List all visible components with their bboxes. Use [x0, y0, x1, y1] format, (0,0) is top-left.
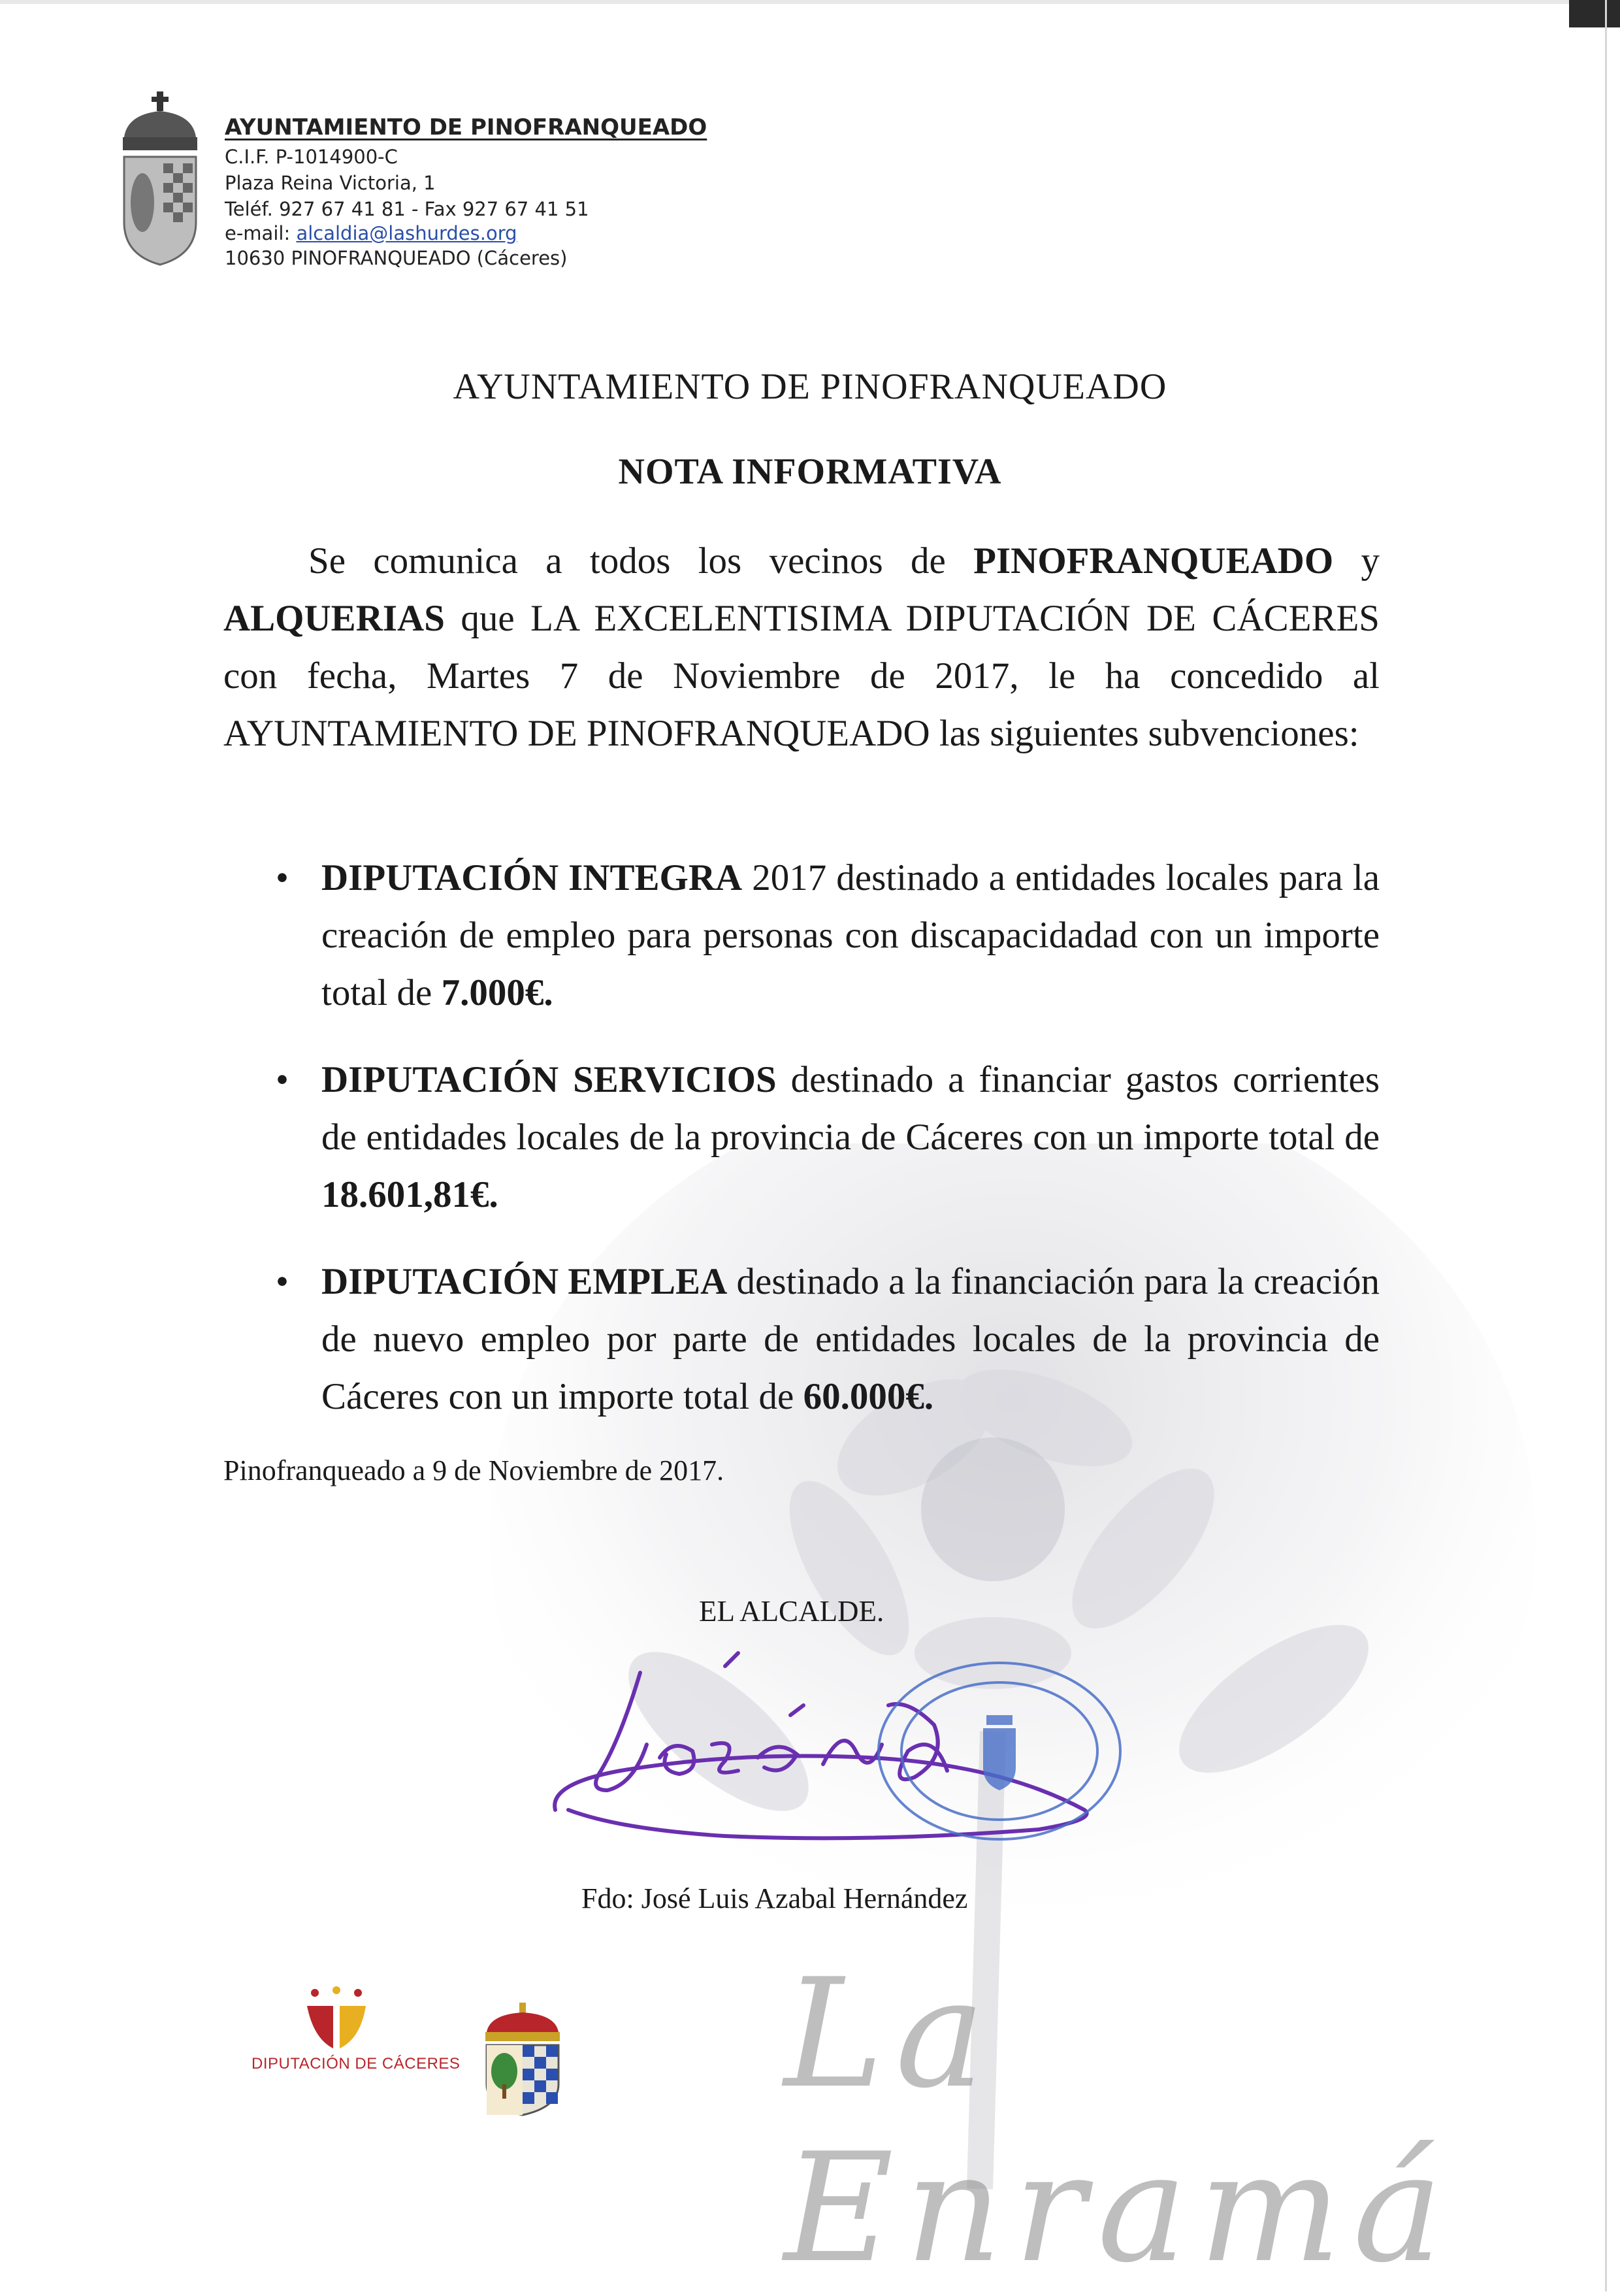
- list-item: [223, 849, 1380, 1022]
- list-item: [223, 1051, 1380, 1224]
- letterhead-email-row: [225, 222, 517, 244]
- intro-bold-town: PINOFRANQUEADO: [973, 540, 1334, 582]
- municipal-crest-icon: [118, 91, 202, 268]
- subsidy-amount: 7.000€.: [441, 972, 553, 1013]
- letterhead-city: 10630 PINOFRANQUEADO (Cáceres): [225, 247, 568, 269]
- letterhead-phone: Teléf. 927 67 41 81 - Fax 927 67 41 51: [225, 198, 589, 220]
- subsidy-name: DIPUTACIÓN EMPLEA: [321, 1261, 728, 1302]
- page-top-edge: [0, 0, 1620, 4]
- diputacion-logo-icon: [300, 1986, 372, 2052]
- subsidy-description: destinado a financiar gastos corrientes de entidades locales de la provincia de Cáceres con un importe total de: [321, 1059, 1380, 1158]
- email-link[interactable]: alcaldia@lashurdes.org: [296, 222, 517, 244]
- bullet-icon: •: [276, 1261, 289, 1302]
- municipal-crest-color-icon: [480, 2003, 565, 2117]
- subsidy-name: DIPUTACIÓN INTEGRA: [321, 857, 743, 898]
- intro-text-1: Se comunica a todos los vecinos de: [308, 540, 974, 582]
- signed-by: Fdo: José Luis Azabal Hernández: [581, 1882, 968, 1914]
- intro-paragraph: [223, 533, 1380, 763]
- subsidy-name: DIPUTACIÓN SERVICIOS: [321, 1059, 777, 1100]
- bullet-icon: •: [276, 857, 289, 898]
- subsidy-description: destinado a la financiación para la creación de nuevo empleo por parte de entidades locales de la provincia de Cáceres con un importe total de: [321, 1261, 1380, 1417]
- bullet-icon: •: [276, 1059, 289, 1100]
- date-line: Pinofranqueado a 9 de Noviembre de 2017.: [223, 1454, 724, 1486]
- intro-bold-alquerias: ALQUERIAS: [223, 598, 445, 639]
- email-label: e-mail:: [225, 222, 297, 244]
- subsidy-amount: 18.601,81€.: [321, 1174, 498, 1215]
- letterhead-cif: C.I.F. P-1014900-C: [225, 146, 398, 168]
- scan-edge-mark: [1569, 0, 1620, 27]
- organization-heading: AYUNTAMIENTO DE PINOFRANQUEADO: [453, 367, 1167, 407]
- diputacion-label: DIPUTACIÓN DE CÁCERES: [251, 2055, 461, 2073]
- signatory-title: EL ALCALDE.: [699, 1595, 884, 1628]
- document-title: NOTA INFORMATIVA: [618, 451, 1002, 492]
- official-stamp: [869, 1653, 1130, 1849]
- subsidies-list: [223, 849, 1380, 1455]
- intro-text-2: y: [1333, 540, 1380, 582]
- letterhead-title: AYUNTAMIENTO DE PINOFRANQUEADO: [225, 114, 707, 140]
- subsidy-amount: 60.000€.: [803, 1376, 934, 1417]
- intro-text-3: que LA EXCELENTISIMA DIPUTACIÓN DE CÁCERES con fecha, Martes 7 de Noviembre de 2017, le ha concedido al AYUNTAMIENTO DE PINOFRANQUEADO las siguientes subvenciones:: [223, 598, 1380, 754]
- list-item: [223, 1253, 1380, 1426]
- letterhead-address: Plaza Reina Victoria, 1: [225, 172, 436, 194]
- subsidy-description: 2017 destinado a entidades locales para la creación de empleo para personas con discapacidadad con un importe total de: [321, 857, 1380, 1013]
- watermark-script-text: La Enramá: [784, 1947, 1455, 2296]
